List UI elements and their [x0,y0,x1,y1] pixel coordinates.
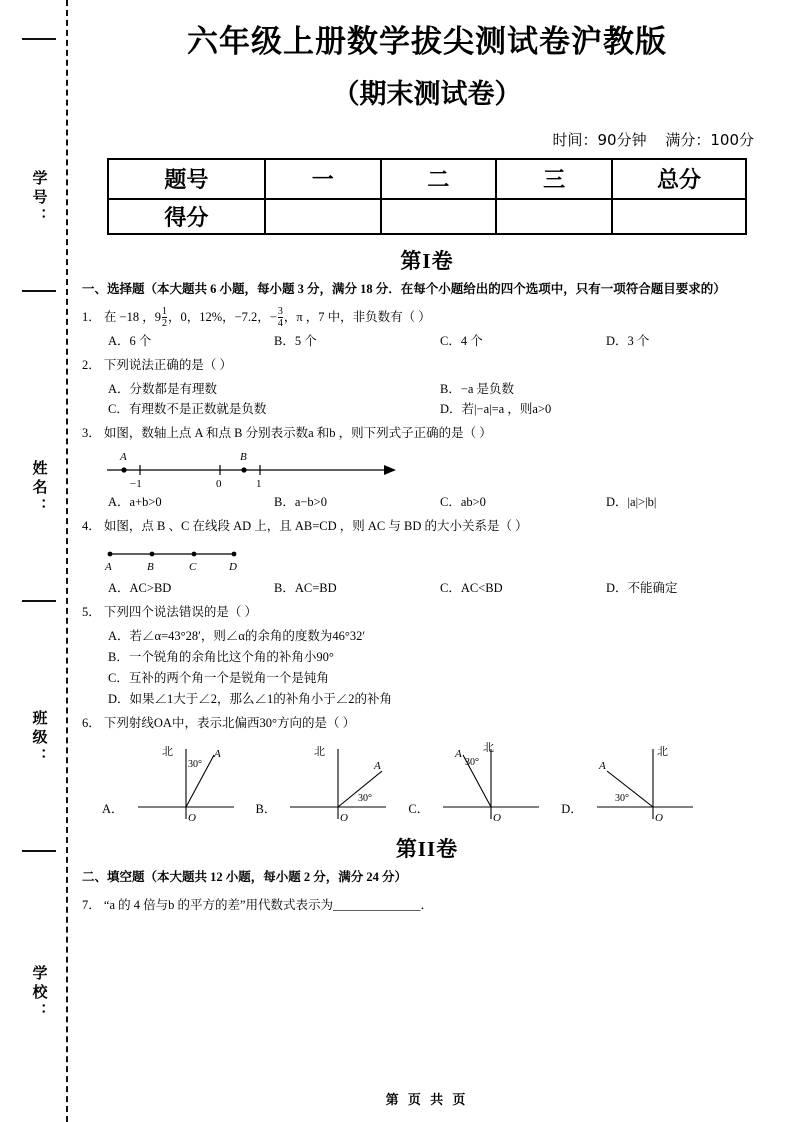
option-a-label[interactable]: A． [102,801,124,816]
svg-text:O: O [187,811,196,824]
north-label-d: 北 [656,744,668,758]
option-b-label[interactable]: B． [255,801,277,816]
option-b[interactable]: B．一个锐角的余角比这个角的补角小90° [108,650,334,665]
svg-text:O: O [340,811,349,824]
part-2-heading: 第II卷 [395,836,459,861]
question-3 [82,422,772,445]
north-label-b: 北 [314,744,326,758]
svg-text:0: 0 [216,478,222,491]
score-table [107,158,747,235]
question-2-text: 下列说法正确的是（ ） [103,358,233,373]
option-a-figure[interactable] [126,737,246,827]
option-b[interactable]: B．AC=BD [274,580,337,595]
question-6-text: 下列射线OA中，表示北偏西30°方向的是（ ） [103,716,356,731]
svg-text:A: A [455,747,462,760]
north-label-c: 北 [483,740,495,754]
option-c-label[interactable]: C． [408,801,430,816]
sidebar-item-class: 班级： [30,710,47,767]
question-3-options [82,492,772,510]
question-6-direction-options [82,737,772,827]
option-d-label[interactable]: D． [561,801,583,816]
svg-text:A: A [598,759,606,772]
question-2-options-row-1 [82,379,772,397]
score-table-header-2: 二 [381,159,497,199]
sidebar-divider [22,290,56,292]
option-c[interactable]: C．4 个 [440,334,483,349]
page-footer: 第 页 共 页 [385,1092,469,1107]
score-cell-3[interactable] [496,199,612,234]
svg-text:O: O [493,811,502,824]
score-cell-2[interactable] [381,199,497,234]
dashed-cut-line [66,0,68,1122]
svg-text:B: B [240,451,247,464]
sidebar-divider [22,600,56,602]
option-c-figure[interactable] [431,737,551,827]
option-a[interactable]: A．分数都是有理数 [108,381,218,396]
exam-meta [82,129,772,150]
north-label-a: 北 [161,744,173,758]
option-b[interactable]: B．a−b>0 [274,495,327,510]
option-c[interactable]: C．AC<BD [440,580,503,595]
svg-text:1: 1 [256,478,262,491]
question-7 [82,894,772,917]
svg-text:−1: −1 [130,478,142,491]
option-b[interactable]: B．−a 是负数 [440,381,515,396]
student-info-sidebar [14,0,64,1122]
option-d[interactable]: D．3 个 [606,334,650,349]
svg-text:C: C [189,560,197,573]
svg-text:D: D [229,560,237,573]
option-c[interactable]: C．互补的两个角一个是锐角一个是钝角 [108,671,329,686]
option-b[interactable]: B．5 个 [274,334,317,349]
score-row-label: 得分 [108,199,265,234]
question-2 [82,354,772,377]
question-5-options [82,626,772,707]
question-1-text-pre: 在 −18 ，9 [103,309,161,324]
sidebar-item-name: 姓名： [30,460,47,517]
part-1-section-title: 一、选择题（本大题共 6 小题，每小题 3 分，满分 18 分．在每个小题给出的四个选项中，只有一项符合题目要求的） [82,281,726,296]
question-4-segment-figure [82,542,772,576]
question-1-number: 1． [82,309,101,324]
question-3-number-line-figure [82,448,772,490]
question-3-number: 3． [82,425,101,440]
question-6-number: 6． [82,716,101,731]
sidebar-item-school: 学校： [30,965,47,1022]
part-2-section-title: 二、填空题（本大题共 12 小题，每小题 2 分，满分 24 分） [82,869,408,884]
option-d-figure[interactable] [585,737,705,827]
question-5-text: 下列四个说法错误的是（ ） [103,604,258,619]
option-d[interactable]: D．如果∠1大于∠2，那么∠1的补角小于∠2的补角 [108,692,393,707]
fraction-one-half: $\frac{1}{2}$ [161,306,167,330]
sidebar-divider [22,38,56,40]
sidebar-divider [22,850,56,852]
fraction-three-quarters: $\frac{3}{4}$ [277,306,283,330]
option-a[interactable]: A．6 个 [108,334,152,349]
option-a[interactable]: A．AC>BD [108,580,172,595]
question-4-options [82,578,772,596]
question-4 [82,515,772,538]
svg-text:30°: 30° [187,758,202,770]
question-7-number: 7． [82,897,101,912]
sidebar-item-student-id: 学号： [30,170,47,227]
svg-text:30°: 30° [465,756,480,768]
question-5-number: 5． [82,604,101,619]
option-c[interactable]: C．ab>0 [440,495,486,510]
svg-text:30°: 30° [358,792,373,804]
svg-text:A: A [105,560,112,573]
svg-text:30°: 30° [614,792,629,804]
table-row [108,199,746,234]
exam-total-score: 满分：100分 [665,130,754,149]
svg-text:B: B [147,560,154,573]
score-table-header-1: 一 [265,159,381,199]
option-a[interactable]: A．若∠α=43°28′，则∠α的余角的度数为46°32′ [108,629,366,644]
score-cell-1[interactable] [265,199,381,234]
svg-text:A: A [374,759,382,772]
option-a[interactable]: A．a+b>0 [108,495,162,510]
option-d[interactable]: D．|a|>|b| [606,495,657,510]
option-b-figure[interactable] [278,737,398,827]
question-4-text: 如图，点 B 、C 在线段 AD 上，且 AB=CD ，则 AC 与 BD 的大小关系是（ ） [103,519,528,534]
question-1-text-post: ，π ，7 中，非负数有（ ） [283,309,431,324]
part-1-heading: 第I卷 [400,248,454,273]
question-2-number: 2． [82,358,101,373]
exam-time: 时间：90分钟 [552,130,647,149]
question-5 [82,601,772,624]
svg-text:A: A [120,451,127,464]
page-subtitle: （期末测试卷） [332,78,522,110]
score-table-header-total: 总分 [612,159,746,199]
option-c[interactable]: C．有理数不是正数就是负数 [108,401,267,416]
page-title: 六年级上册数学拔尖测试卷沪教版 [187,24,667,60]
svg-text:O: O [654,811,663,824]
table-row [108,159,746,199]
exam-page [82,0,772,1122]
question-1-options [82,331,772,349]
score-table-header-3: 三 [496,159,612,199]
score-table-header-label: 题号 [108,159,265,199]
question-6 [82,712,772,735]
score-cell-total[interactable] [612,199,746,234]
svg-text:A: A [213,747,221,760]
question-7-text: “a 的 4 倍与b 的平方的差”用代数式表示为______________． [103,897,434,912]
question-4-number: 4． [82,519,101,534]
question-3-text: 如图，数轴上点 A 和点 B 分别表示数a 和b ，则下列式子正确的是（ ） [103,425,492,440]
option-d[interactable]: D．不能确定 [606,580,678,595]
question-1 [82,306,772,330]
question-2-options-row-2 [82,399,772,417]
question-1-text-mid: ，0，12%，−7.2，− [167,309,277,324]
option-d[interactable]: D．若|−a|=a ，则a>0 [440,401,552,416]
